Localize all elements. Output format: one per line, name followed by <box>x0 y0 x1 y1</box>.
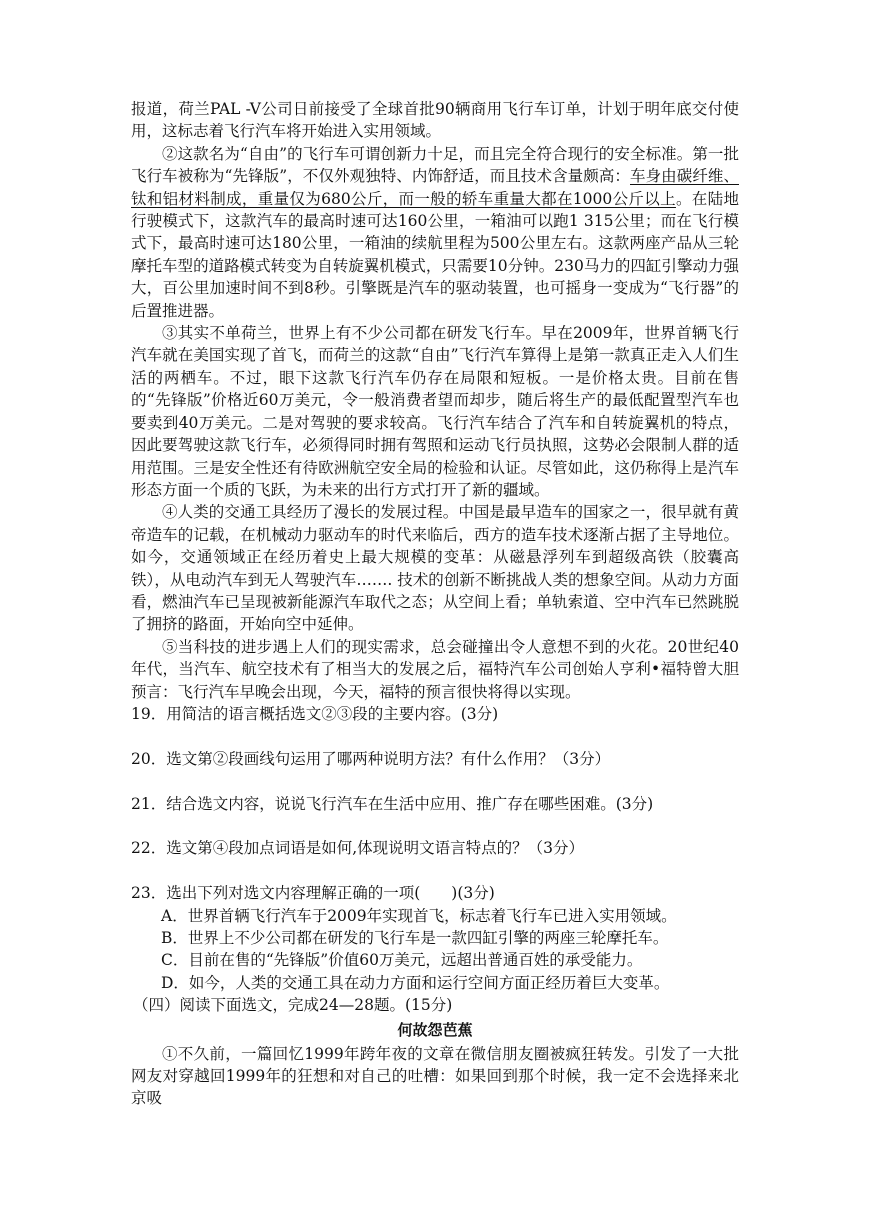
passage-paragraph-3: ③其实不单荷兰，世界上有不少公司都在研发飞行车。早在2009年，世界首辆飞行汽车就在美国实现了首飞，而荷兰的这款“自由”飞行汽车算得上是第一款真正走入人们生活的两栖车。不过，眼下这款飞行汽车仍存在局限和短板。一是价格太贵。目前在售的“先锋版”价格近60万美元，令一般消费者望而却步，随后将生产的最低配置型汽车也要卖到40万美元。二是对驾驶的要求较高。飞行汽车结合了汽车和自转旋翼机的特点，因此要驾驶这款飞行车，必须得同时拥有驾照和运动飞行员执照，这势必会限制人群的适用范围。三是安全性还有待欧洲航空安全局的检验和认证。尽管如此，这仍称得上是汽车形态方面一个质的飞跃，为未来的出行方式打开了新的疆域。 <box>131 324 739 499</box>
article-title: 何故怨芭蕉 <box>397 1020 473 1039</box>
section-4-heading: （四）阅读下面选文，完成24—28题。(15分) <box>133 996 453 1015</box>
passage-paragraph-5: ⑤当科技的进步遇上人们的现实需求，总会碰撞出令人意想不到的火花。20世纪40年代，当汽车、航空技术有了相当大的发展之后，福特汽车公司创始人亨利•福特曾大胆预言：飞行汽车早晚会出现，今天，福特的预言很快将得以实现。 <box>131 637 739 701</box>
question-19: 19．用简洁的语言概括选文②③段的主要内容。(3分) <box>131 704 499 723</box>
passage-paragraph-2 <box>131 143 739 322</box>
article-paragraph-1: ①不久前，一篇回忆1999年跨年夜的文章在微信朋友圈被疯狂转发。引发了一大批网友对穿越回1999年的狂想和对自己的吐槽：如果回到那个时候，我一定不会选择来北京吸 <box>131 1044 739 1108</box>
underlined-sentence: 车身由碳纤维、钛和铝材料制成，重量仅为680公斤，而一般的轿车重量大都在1000公斤以上 <box>131 167 739 208</box>
question-22: 22．选文第④段加点词语是如何,体现说明文语言特点的？（3分） <box>131 839 585 858</box>
question-23-option-b: B．世界上不少公司都在研发的飞行车是一款四缸引擎的两座三轮摩托车。 <box>161 928 669 947</box>
passage-paragraph-4: ④人类的交通工具经历了漫长的发展过程。中国是最早造车的国家之一，很早就有黄帝造车的记载，在机械动力驱动车的时代来临后，西方的造车技术逐渐占据了主导地位。如今，交通领域正在经历着史上最大规模的变革：从磁悬浮列车到超级高铁（胶囊高铁），从电动汽车到无人驾驶汽车……. 技术的创新不断挑战人类的想象空间。从动力方面看，燃油汽车已呈现被新能源汽车取代之态；从空间上看；单轨索道、空中汽车已然跳脱了拥挤的路面，开始向空中延伸。 <box>131 503 739 634</box>
question-23-option-d: D．如今，人类的交通工具在动力方面和运行空间方面正经历着巨大变革。 <box>161 973 670 992</box>
document-content <box>131 98 739 1110</box>
question-23-option-a: A．世界首辆飞行汽车于2009年实现首飞，标志着飞行车已进入实用领域。 <box>161 906 677 925</box>
p2-text-after: 。在陆地行驶模式下，这款汽车的最高时速可达160公里，一箱油可以跑1 315公里；而在飞行模式下，最高时速可达180公里，一箱油的续航里程为500公里左右。这款两座产品从三轮摩托车型的道路模式转变为自转旋翼机模式，只需要10分钟。230马力的四缸引擎动力强大，百公里加速时间不到8秒。引擎既是汽车的驱动装置，也可摇身一变成为“飞行器”的后置推进器。 <box>131 189 739 320</box>
question-20: 20．选文第②段画线句运用了哪两种说明方法？有什么作用？（3分） <box>131 749 611 768</box>
question-23: 23．选出下列对选文内容理解正确的一项( )(3分) <box>131 884 495 903</box>
passage-paragraph-1: 报道，荷兰PAL -V公司日前接受了全球首批90辆商用飞行车订单，计划于明年底交付使用，这标志着飞行汽车将开始进入实用领域。 <box>131 100 739 141</box>
question-23-option-c: C．目前在售的“先锋版”价值60万美元，远超出普通百姓的承受能力。 <box>161 951 643 970</box>
p2-text-before: ②这款名为“自由”的飞行车可谓创新力十足，而且完全符合现行的安全标准。第一批飞行车被称为“先锋版”，不仅外观独特、内饰舒适，而且技术含量颇高： <box>131 144 739 186</box>
question-21: 21．结合选文内容，说说飞行汽车在生活中应用、推广存在哪些困难。(3分) <box>131 794 654 813</box>
